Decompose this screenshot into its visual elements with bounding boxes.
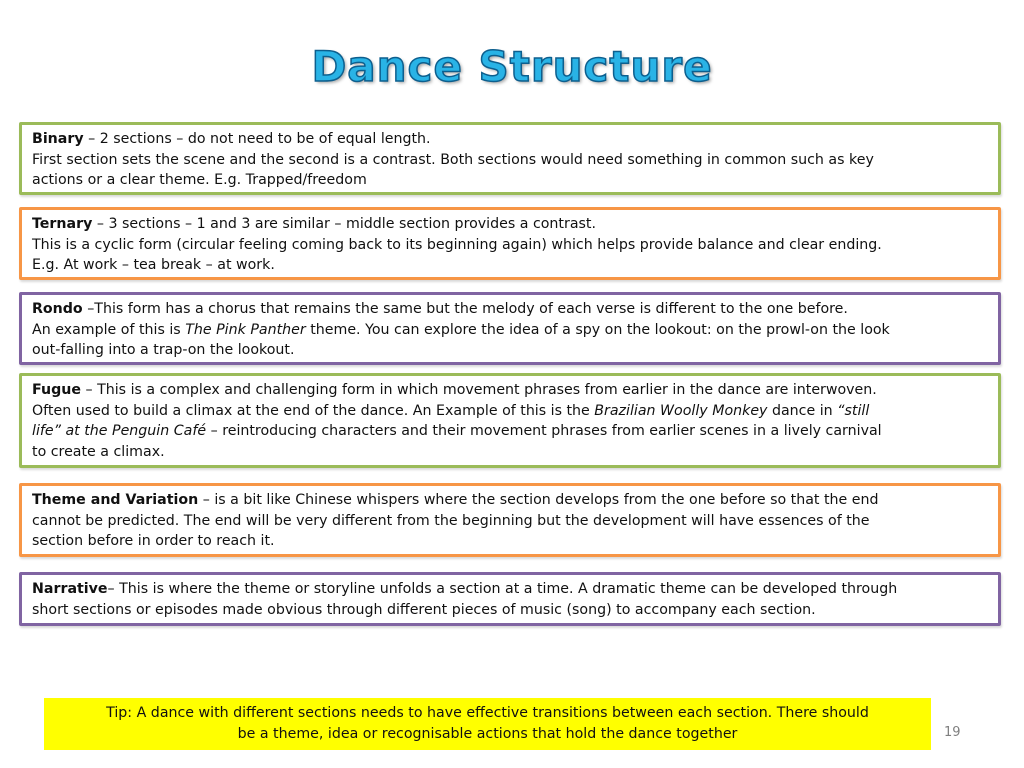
definition-line — [32, 531, 988, 552]
tip-box — [44, 698, 931, 750]
slide-title: Dance Structure — [311, 42, 713, 91]
ternary-box — [19, 207, 1001, 280]
narrative-box — [19, 572, 1001, 626]
definition-line — [32, 214, 988, 235]
term-label: Binary — [32, 131, 84, 147]
definition-text: – 3 sections – 1 and 3 are similar – middle section provides a contrast. — [92, 216, 596, 232]
definition-text: – 2 sections – do not need to be of equal length. — [83, 131, 431, 147]
definition-text: –This form has a chorus that remains the same but the melody of each verse is different to the one before. — [82, 301, 848, 317]
italic-text: Brazilian Woolly Monkey — [594, 402, 768, 419]
definition-line — [32, 490, 988, 511]
definition-text: E.g. At work – tea break – at work. — [32, 257, 275, 273]
definition-line — [32, 511, 988, 532]
definition-text: to create a climax. — [32, 443, 165, 460]
definition-line — [32, 340, 988, 361]
definition-text: theme. You can explore the idea of a spy on the lookout: on the prowl-on the look — [305, 321, 890, 338]
definition-line — [32, 320, 988, 341]
theme-and-variation-box — [19, 483, 1001, 557]
term-label: Theme and Variation — [32, 492, 199, 508]
definition-text: – is a bit like Chinese whispers where the section develops from the one before so that the end — [198, 492, 879, 508]
definition-text: This is a cyclic form (circular feeling coming back to its beginning again) which helps provide balance and clear ending. — [32, 236, 882, 253]
definition-line — [32, 600, 988, 621]
definition-text: – This is where the theme or storyline unfolds a section at a time. A dramatic theme can be developed through — [107, 581, 898, 597]
definition-line — [32, 442, 988, 463]
definition-line — [32, 579, 988, 600]
italic-text: “still — [837, 402, 870, 419]
definition-line — [32, 421, 988, 442]
definition-line — [32, 235, 988, 256]
page-number: 19 — [944, 725, 961, 740]
definition-line — [32, 129, 988, 150]
definition-text: section before in order to reach it. — [32, 533, 275, 549]
definition-line — [32, 255, 988, 276]
definition-text: short sections or episodes made obvious through different pieces of music (song) to accompany each section. — [32, 601, 816, 618]
definition-line — [32, 401, 988, 422]
binary-box — [19, 122, 1001, 195]
definition-text: An example of this is — [32, 321, 186, 338]
definition-text: cannot be predicted. The end will be very different from the beginning but the development will have essences of the — [32, 512, 870, 529]
definition-text: Often used to build a climax at the end of the dance. An Example of this is the — [32, 402, 595, 419]
rondo-box — [19, 292, 1001, 365]
definition-text: – reintroducing characters and their movement phrases from earlier scenes in a lively carnival — [206, 423, 882, 439]
tip-line-1: Tip: A dance with different sections needs to have effective transitions between each section. There should — [106, 705, 869, 721]
definition-line — [32, 150, 988, 171]
definition-text: actions or a clear theme. E.g. Trapped/freedom — [32, 172, 367, 188]
italic-text: The Pink Panther — [185, 321, 306, 338]
definition-text: – This is a complex and challenging form in which movement phrases from earlier in the dance are interwoven. — [80, 382, 877, 398]
italic-text: life” at the Penguin Café — [32, 423, 207, 439]
fugue-box — [19, 373, 1001, 468]
definition-line — [32, 170, 988, 191]
definition-line — [32, 380, 988, 401]
definition-line — [32, 299, 988, 320]
definition-text: dance in — [767, 402, 838, 419]
tip-line-2: be a theme, idea or recognisable actions that hold the dance together — [237, 725, 738, 742]
term-label: Fugue — [32, 382, 81, 398]
term-label: Narrative — [32, 581, 108, 597]
term-label: Rondo — [32, 301, 83, 317]
definition-text: First section sets the scene and the second is a contrast. Both sections would need something in common such as key — [32, 151, 874, 168]
definition-text: out-falling into a trap-on the lookout. — [32, 342, 295, 358]
term-label: Ternary — [32, 216, 93, 232]
